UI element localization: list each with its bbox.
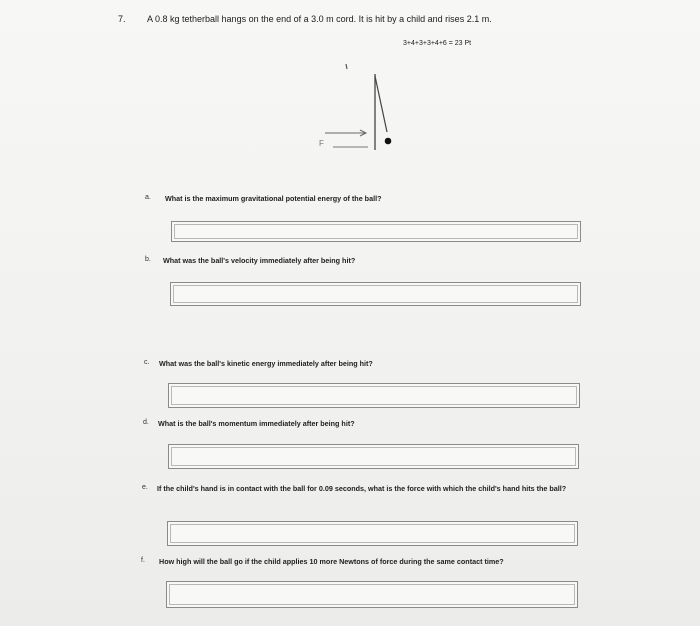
part-f-answer-box[interactable] bbox=[166, 581, 578, 608]
part-c-letter: c. bbox=[144, 359, 150, 366]
part-e-answer-box[interactable] bbox=[167, 521, 578, 546]
part-d-question: What is the ball's momentum immediately after being hit? bbox=[158, 419, 355, 428]
part-a-question: What is the maximum gravitational potential energy of the ball? bbox=[165, 194, 382, 203]
part-c-question: What was the ball's kinetic energy immediately after being hit? bbox=[159, 359, 373, 368]
part-b-question: What was the ball's velocity immediately after being hit? bbox=[163, 256, 356, 265]
tether-cord bbox=[375, 76, 387, 132]
part-d-letter: d. bbox=[143, 419, 149, 426]
question-number: 7. bbox=[118, 14, 126, 24]
points-breakdown: 3+4+3+3+4+6 = 23 Pt bbox=[403, 40, 472, 47]
tetherball-diagram bbox=[300, 60, 430, 180]
part-d-answer-box[interactable] bbox=[168, 444, 579, 469]
part-f-question: How high will the ball go if the child applies 10 more Newtons of force during the same contact time? bbox=[159, 557, 504, 566]
tetherball bbox=[385, 138, 392, 145]
part-a-answer-box[interactable] bbox=[171, 221, 581, 242]
part-b-answer-box[interactable] bbox=[170, 282, 581, 306]
part-b-letter: b. bbox=[145, 256, 151, 263]
question-text: A 0.8 kg tetherball hangs on the end of a 3.0 m cord. It is hit by a child and rises 2.1 m. bbox=[147, 14, 492, 24]
force-label: F bbox=[319, 139, 324, 148]
part-e-question: If the child's hand is in contact with the ball for 0.09 seconds, what is the force with which the child's hand hits the ball? bbox=[157, 484, 567, 493]
part-a-letter: a. bbox=[145, 194, 151, 201]
part-c-answer-box[interactable] bbox=[168, 383, 580, 408]
pole-top-mark bbox=[346, 64, 347, 69]
part-f-letter: f. bbox=[141, 557, 145, 564]
part-e-letter: e. bbox=[142, 484, 148, 491]
